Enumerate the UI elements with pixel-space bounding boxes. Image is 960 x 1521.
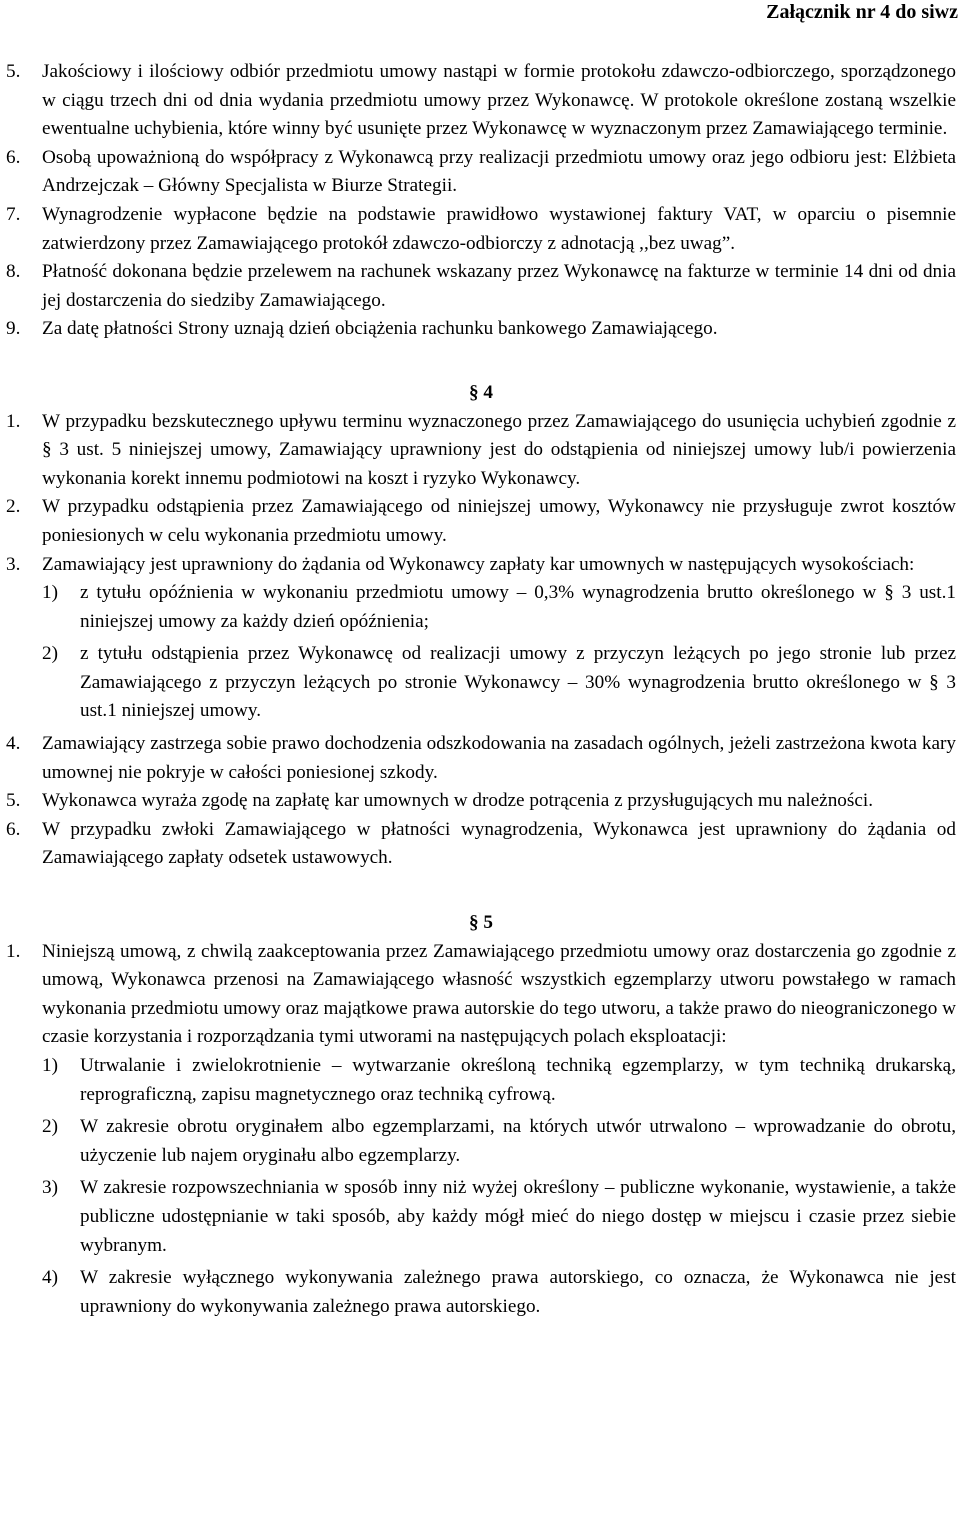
- sub-item: [6, 579, 956, 636]
- sub-item-text: z tytułu odstąpienia przez Wykonawcę od realizacji umowy z przyczyn leżących po jego stronie lub przez Zamawiającego z przyczyn leżących po stronie Wykonawcy – 30% wynagrodzenia brutto określonego w § 3 ust.1 niniejszej umowy.: [80, 643, 956, 722]
- sub-item: [6, 1052, 956, 1109]
- item-number: 9.: [6, 318, 21, 340]
- sub-item-text: W zakresie wyłącznego wykonywania zależnego prawa autorskiego, co oznacza, że Wykonawca nie jest uprawniony do wykonywania zależnego prawa autorskiego.: [80, 1267, 956, 1317]
- sub-item: [6, 1113, 956, 1170]
- item-text: Zamawiający zastrzega sobie prawo dochodzenia odszkodowania na zasadach ogólnych, jeżeli zastrzeżona kwota kary umownej nie pokryje w całości poniesionej szkody.: [42, 733, 956, 783]
- item-text: Osobą upoważnioną do współpracy z Wykonawcą przy realizacji przedmiotu umowy oraz jego odbioru jest: Elżbieta Andrzejczak – Główny Specjalista w Biurze Strategii.: [42, 146, 956, 197]
- item-number: 6.: [6, 818, 21, 840]
- item-number: 7.: [6, 203, 21, 225]
- item-text: W przypadku bezskutecznego upływu terminu wyznaczonego przez Zamawiającego do usunięcia uchybień zgodnie z § 3 ust. 5 niniejszej umowy, Zamawiający uprawniony jest do odstąpienia od niniejszej umowy lub/i powierzenia wykonania korekt innemu podmiotowi na koszt i ryzyko Wykonawcy.: [42, 410, 956, 489]
- sub-item: [6, 640, 956, 726]
- sub-item-text: z tytułu opóźnienia w wykonaniu przedmiotu umowy – 0,3% wynagrodzenia brutto określonego w § 3 ust.1 niniejszej umowy za każdy dzień opóźnienia;: [80, 582, 956, 632]
- item-text: Wykonawca wyraża zgodę na zapłatę kar umownych w drodze potrącenia z przysługujących mu należności.: [42, 790, 874, 812]
- item-text: Wynagrodzenie wypłacone będzie na podstawie prawidłowo wystawionej faktury VAT, w oparciu o pisemnie zatwierdzony przez Zamawiającego protokół zdawczo-odbiorczy z adnotacją ,,bez uwag”.: [42, 203, 956, 254]
- sub-item-text: W zakresie obrotu oryginałem albo egzemplarzami, na których utwór utrwalono – wprowadzanie do obrotu, użyczenie lub najem oryginału albo egzemplarzy.: [80, 1116, 956, 1166]
- item-number: 5.: [6, 61, 21, 82]
- item-text: Płatność dokonana będzie przelewem na rachunek wskazany przez Wykonawcę na fakturze w terminie 14 dni od dnia jej dostarczenia do siedziby Zamawiającego.: [42, 261, 956, 311]
- item-text: Zamawiający jest uprawniony do żądania od Wykonawcy zapłaty kar umownych w następujących wysokościach:: [42, 553, 915, 575]
- paragraph-item: [6, 408, 956, 494]
- paragraph-item: [6, 787, 956, 816]
- item-text: W przypadku odstąpienia przez Zamawiającego od niniejszej umowy, Wykonawcy nie przysługuje zwrot kosztów poniesionych w celu wykonania przedmiotu umowy.: [42, 496, 956, 546]
- attachment-header: Załącznik nr 4 do siwz: [766, 1, 958, 23]
- sub-item-number: 1): [42, 1055, 58, 1076]
- item-number: 6.: [6, 146, 21, 168]
- sub-item-number: 2): [42, 1116, 58, 1138]
- paragraph-item: [6, 938, 956, 1052]
- sub-item: [6, 1174, 956, 1260]
- item-text: Jakościowy i ilościowy odbiór przedmiotu umowy nastąpi w formie protokołu zdawczo-odbiorczego, sporządzonego w ciągu trzech dni od dnia wydania przedmiotu umowy przez Wykonawcę. W protokole określone zostaną wszelkie ewentualne uchybienia, które winny być usunięte przez Wykonawcę w wyznaczonym przez Zamawiającego terminie.: [42, 61, 956, 140]
- paragraph-item: [6, 144, 956, 201]
- item-text: Za datę płatności Strony uznają dzień obciążenia rachunku bankowego Zamawiającego.: [42, 318, 718, 340]
- paragraph-item: [6, 816, 956, 873]
- item-number: 2.: [6, 496, 21, 518]
- item-number: 5.: [6, 790, 21, 812]
- paragraph-item: [6, 551, 956, 580]
- paragraph-item: [6, 315, 956, 344]
- item-number: 1.: [6, 940, 21, 962]
- item-number: 4.: [6, 733, 21, 755]
- item-text: W przypadku zwłoki Zamawiającego w płatności wynagrodzenia, Wykonawca jest uprawniony do żądania od Zamawiającego zapłaty odsetek ustawowych.: [42, 818, 956, 869]
- sub-item-text: Utrwalanie i zwielokrotnienie – wytwarzanie określoną techniką egzemplarzy, w tym techniką drukarską, reprograficzną, zapisu magnetycznego oraz techniką cyfrową.: [80, 1055, 956, 1105]
- sub-item-text: W zakresie rozpowszechniania w sposób inny niż wyżej określony – publiczne wykonanie, wystawienie, a także publiczne udostępnianie w taki sposób, aby każdy mógł mieć do niego dostęp w miejscu i czasie przez siebie wybranym.: [80, 1177, 956, 1256]
- sub-item-number: 2): [42, 643, 58, 665]
- sub-item-number: 1): [42, 582, 58, 604]
- item-number: 3.: [6, 553, 21, 575]
- paragraph-item: [6, 258, 956, 315]
- paragraph-item: [6, 201, 956, 258]
- sub-item: [6, 1264, 956, 1321]
- sub-item-number: 3): [42, 1177, 58, 1199]
- item-number: 8.: [6, 261, 21, 283]
- paragraph-item: [6, 730, 956, 787]
- section-heading-4: § 4: [469, 381, 493, 403]
- document-content: [6, 58, 956, 1325]
- item-number: 1.: [6, 410, 21, 432]
- section-heading-5: § 5: [469, 912, 493, 934]
- paragraph-item: [6, 493, 956, 550]
- paragraph-item: [6, 58, 956, 144]
- item-text: Niniejszą umową, z chwilą zaakceptowania przez Zamawiającego przedmiotu umowy oraz dostarczenia go zgodnie z umową, Wykonawca przenosi na Zamawiającego własność wszystkich egzemplarzy utworu powstałego w ramach wykonania przedmiotu umowy oraz majątkowe prawa autorskie do tego utworu, a także prawo do nieograniczonego w czasie korzystania i rozporządzania tymi utworami na następujących polach eksploatacji:: [42, 940, 956, 1048]
- sub-item-number: 4): [42, 1267, 58, 1289]
